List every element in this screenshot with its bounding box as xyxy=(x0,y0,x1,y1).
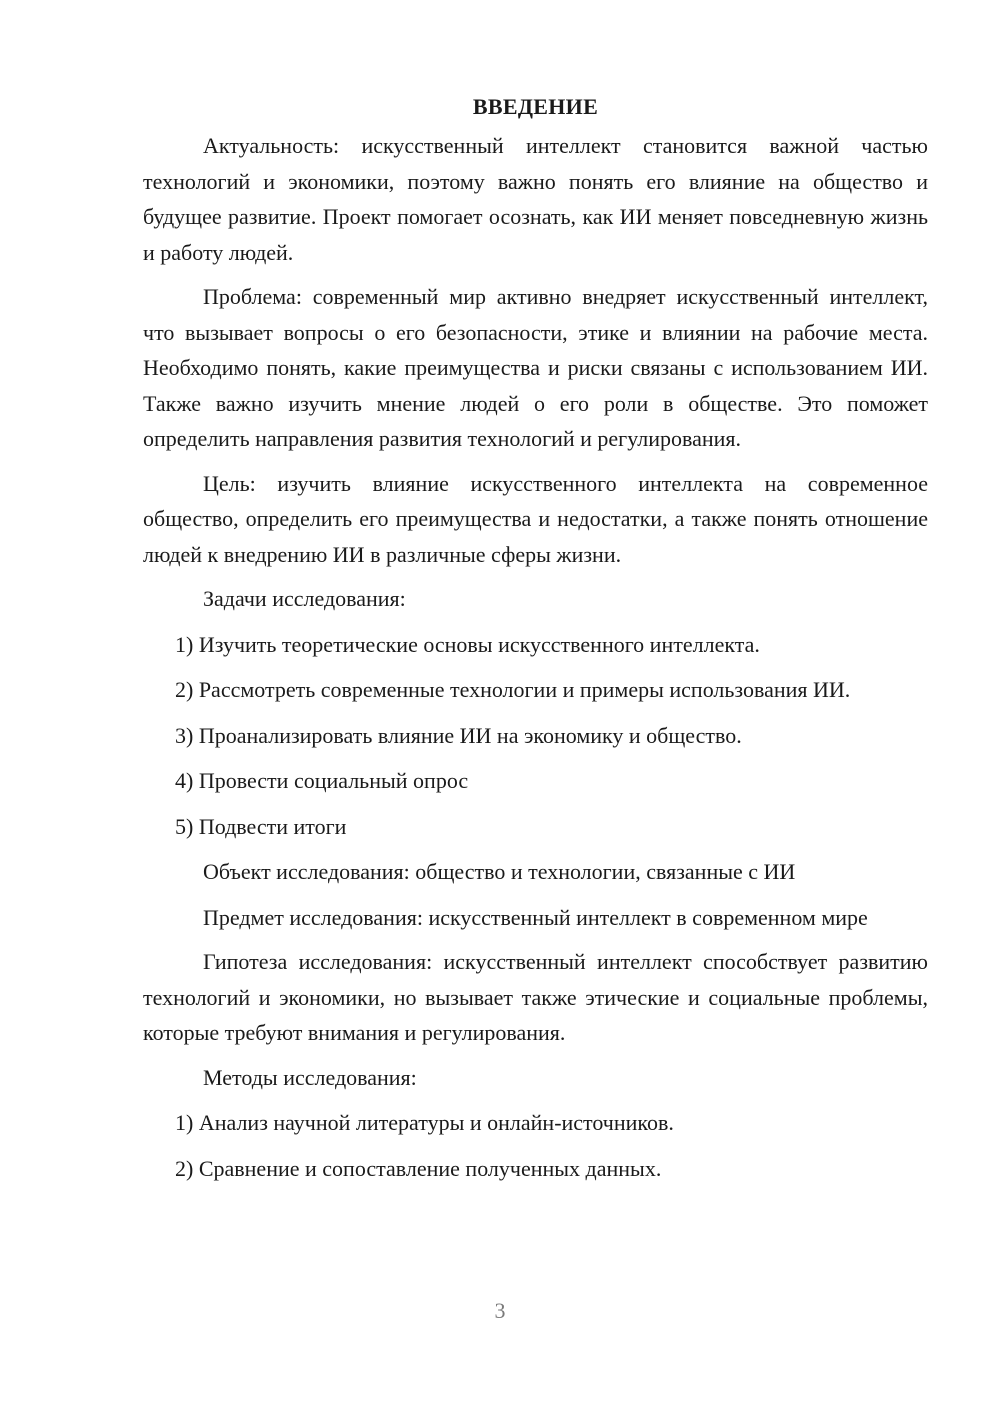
goal-paragraph: Цель: изучить влияние искусственного интеллекта на современное общество, определить его преимущества и недостатки, а также понять отношение людей к внедрению ИИ в различные сферы жизни. xyxy=(143,470,928,567)
subject-paragraph: Предмет исследования: искусственный интеллект в современном мире xyxy=(203,904,868,930)
methods-heading: Методы исследования: xyxy=(203,1064,417,1090)
object-paragraph: Объект исследования: общество и технологии, связанные с ИИ xyxy=(203,859,796,884)
problem-paragraph: Проблема: современный мир активно внедряет искусственный интеллект, что вызывает вопросы о его безопасности, этике и влиянии на рабочие места. Необходимо понять, какие преимущества и риски связаны с использованием ИИ. Также важно изучить мнение людей о его роли в обществе. Это поможет определить направления развития технологий и регулирования. xyxy=(143,284,928,451)
method-item-2: 2) Сравнение и сопоставление полученных данных. xyxy=(175,1155,662,1181)
hypothesis-paragraph: Гипотеза исследования: искусственный интеллект способствует развитию технологий и экономики, но вызывает также этические и социальные проблемы, которые требуют внимания и регулирования. xyxy=(143,949,928,1045)
task-item-2: 2) Рассмотреть современные технологии и примеры использования ИИ. xyxy=(175,677,851,702)
task-item-3: 3) Проанализировать влияние ИИ на экономику и общество. xyxy=(175,722,742,748)
method-item-1: 1) Анализ научной литературы и онлайн-источников. xyxy=(175,1110,674,1135)
task-item-4: 4) Провести социальный опрос xyxy=(175,768,469,793)
page-title: ВВЕДЕНИЕ xyxy=(472,94,599,119)
document-page xyxy=(143,92,928,1196)
page-number: 3 xyxy=(494,1298,506,1323)
relevance-paragraph: Актуальность: искусственный интеллект становится важной частью технологий и экономики, поэтому важно понять его влияние на общество и будущее развитие. Проект помогает осознать, как ИИ меняет повседневную жизнь и работу людей. xyxy=(143,133,928,265)
task-item-5: 5) Подвести итоги xyxy=(175,813,347,839)
tasks-heading: Задачи исследования: xyxy=(203,586,406,611)
task-item-1: 1) Изучить теоретические основы искусственного интеллекта. xyxy=(175,631,760,657)
